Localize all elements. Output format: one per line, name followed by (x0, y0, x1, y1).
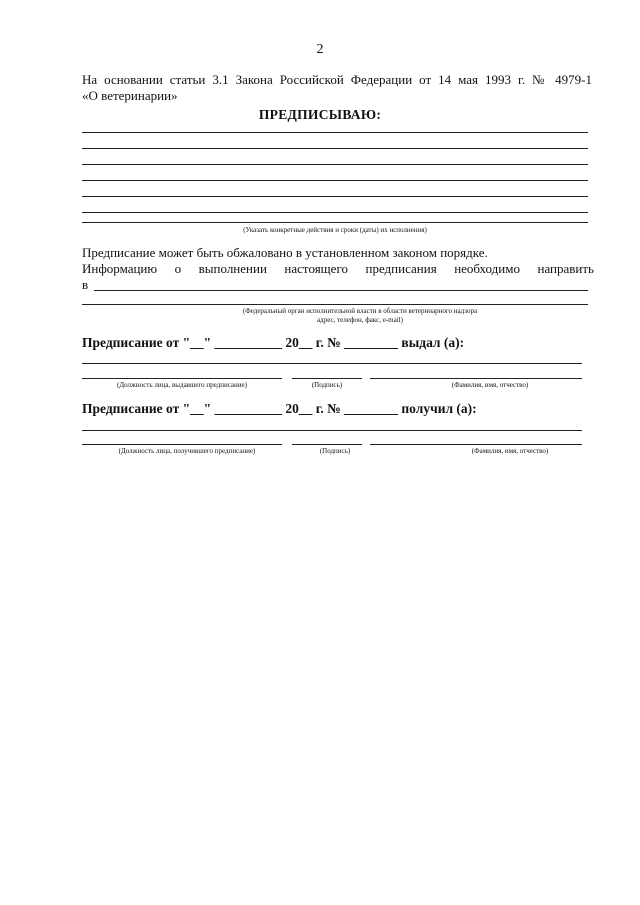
info-text: Информацию о выполнении настоящего предписания необходимо направить (82, 261, 594, 276)
actions-blank-line (82, 132, 588, 133)
issued-name-caption: (Фамилия, имя, отчество) (451, 381, 529, 389)
page-number: 2 (316, 42, 324, 57)
basis-line-2: «О ветеринарии» (82, 88, 178, 103)
received-blank-line (82, 430, 582, 431)
issued-position-caption: (Должность лица, выдавшего предписание) (117, 381, 247, 389)
received-position-caption: (Должность лица, получившего предписание) (118, 447, 256, 455)
recipient-blank-line (82, 304, 588, 305)
actions-blank-line (82, 212, 588, 213)
authority-caption-1: (Федеральный орган исполнительной власти в области ветеринарного надзора (242, 307, 478, 315)
issued-position-line (82, 378, 282, 379)
appeal-text: Предписание может быть обжаловано в установленном законом порядке. (82, 245, 488, 260)
received-signature-line (292, 444, 362, 445)
info-prefix: в (82, 277, 89, 292)
issued-name-line (370, 378, 582, 379)
issued-signature-caption: (Подпись) (311, 381, 343, 389)
received-signature-caption: (Подпись) (319, 447, 351, 455)
received-position-line (82, 444, 282, 445)
issued-label: Предписание от "__" __________ 20__ г. № ________ выдал (а): (82, 335, 465, 350)
actions-caption: (Указать конкретные действия и сроки (даты) их исполнения) (243, 226, 427, 234)
received-name-caption: (Фамилия, имя, отчество) (471, 447, 549, 455)
actions-blank-line (82, 164, 588, 165)
actions-blank-line (82, 196, 588, 197)
actions-blank-line (82, 180, 588, 181)
received-label: Предписание от "__" __________ 20__ г. № ________ получил (а): (82, 401, 477, 416)
prescription-heading: ПРЕДПИСЫВАЮ: (258, 107, 382, 122)
issued-blank-line (82, 363, 582, 364)
actions-blank-line (82, 148, 588, 149)
basis-paragraph (82, 72, 592, 104)
issued-signature-line (292, 378, 362, 379)
authority-caption-2: адрес, телефон, факс, e-mail) (317, 316, 403, 324)
received-name-line (370, 444, 582, 445)
recipient-blank-line (94, 290, 588, 291)
basis-line-1: На основании статьи 3.1 Закона Российской Федерации от 14 мая 1993 г. № 4979-1 (82, 72, 592, 87)
actions-blank-line (82, 222, 588, 223)
